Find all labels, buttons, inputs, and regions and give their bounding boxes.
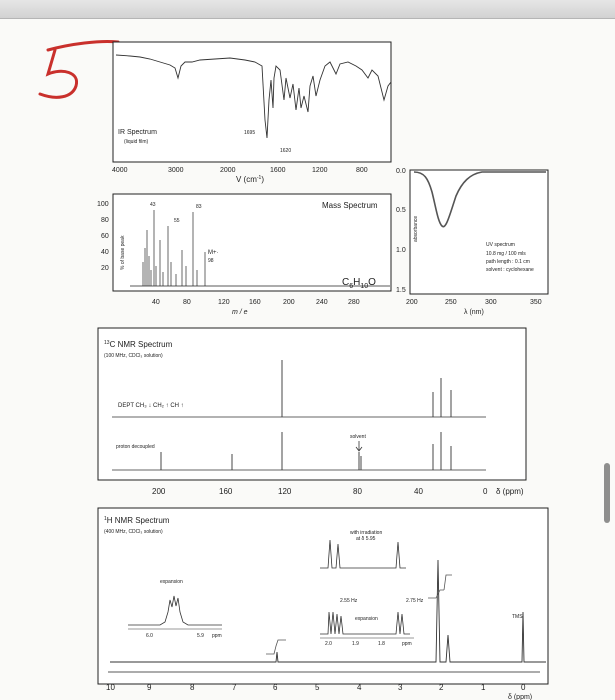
h1-x-tick: 7 (232, 683, 237, 692)
ir-x-label: V $(cm^{-1})$ (236, 175, 265, 184)
coupling-label-1: 2.55 Hz (340, 598, 358, 604)
irradiation-label-2: at δ 5.95 (356, 536, 376, 542)
ms-x-tick: 200 (283, 299, 295, 306)
h1-x-tick: 3 (398, 683, 403, 692)
h1-x-tick: 2 (439, 683, 444, 692)
h1-panel (98, 508, 548, 700)
mass-panel (97, 194, 391, 316)
h1-title: $^1$H NMR Spectrum (104, 516, 170, 525)
uv-x-tick: 200 (406, 299, 418, 306)
c13-x-tick: 80 (353, 487, 362, 496)
ms-y-tick: 20 (101, 265, 109, 272)
expansion-right-tick: 2.0 (325, 641, 332, 647)
expansion-right-label: expansion (355, 616, 378, 622)
irradiation-label-1: with irradiation (350, 530, 383, 536)
uv-panel (396, 168, 548, 316)
expansion-left-tick: 5.9 (197, 633, 204, 639)
ms-x-tick: 160 (249, 299, 261, 306)
c13-panel (98, 328, 526, 496)
uv-x-tick: 250 (445, 299, 457, 306)
expansion-right-tick: 1.8 (378, 641, 385, 647)
h1-x-tick: 4 (357, 683, 362, 692)
dept-label: DEPT CH₃ ↓ CH₂ ↑ CH ↑ (118, 403, 184, 409)
ir-x-tick: 4000 (112, 167, 128, 174)
h1-subtitle: (400 MHz, CDCl₃ solution) (104, 529, 163, 535)
uv-info-line: solvent : cyclohexane (486, 267, 534, 273)
ir-x-tick: 2000 (220, 167, 236, 174)
expansion-left-label: expansion (160, 579, 183, 585)
ir-panel (112, 42, 391, 184)
ms-molecular-ion: M+· (208, 250, 219, 256)
c13-x-tick: 160 (219, 487, 233, 496)
ir-subtitle: (liquid film) (124, 139, 149, 145)
c13-x-tick: 200 (152, 487, 166, 496)
ms-x-label: m / e (232, 309, 248, 316)
uv-y-tick: 1.5 (396, 287, 406, 294)
h1-x-tick: 9 (147, 683, 152, 692)
ms-x-tick: 240 (316, 299, 328, 306)
h1-x-label: δ (ppm) (508, 694, 533, 700)
uv-x-tick: 350 (530, 299, 542, 306)
c13-x-tick: 40 (414, 487, 423, 496)
uv-y-tick: 0.5 (396, 207, 406, 214)
ms-title: Mass Spectrum (322, 201, 378, 210)
coupling-label-2: 2.75 Hz (406, 598, 424, 604)
ir-title: IR Spectrum (118, 129, 157, 136)
ir-x-tick: 1600 (270, 167, 286, 174)
h1-x-tick: 10 (106, 683, 115, 692)
vertical-scrollbar[interactable] (604, 463, 610, 523)
proton-decoupled-label: proton decoupled (116, 444, 155, 450)
c13-subtitle: (100 MHz, CDCl₃ solution) (104, 353, 163, 359)
ms-peak-label-55: 55 (174, 218, 180, 224)
uv-y-tick: 0.0 (396, 168, 406, 175)
ir-x-tick: 3000 (168, 167, 184, 174)
ms-y-tick: 40 (101, 249, 109, 256)
uv-info-line: 10.8 mg / 100 mls (486, 251, 526, 257)
expansion-right-tick: 1.9 (352, 641, 359, 647)
h1-x-tick: 0 (521, 683, 526, 692)
ir-peak-label-1620: 1620 (280, 148, 292, 154)
c13-x-label: δ (ppm) (496, 487, 524, 496)
ir-x-tick: 1200 (312, 167, 328, 174)
uv-y-label: absorbance (413, 215, 419, 242)
h1-x-tick: 6 (273, 683, 278, 692)
tms-label: TMS (512, 614, 523, 620)
uv-info-line: UV spectrum (486, 242, 515, 248)
c13-title: $^{13}$C NMR Spectrum (104, 340, 173, 349)
ms-y-tick: 80 (101, 217, 109, 224)
ms-y-label: % of base peak (120, 235, 126, 270)
ms-x-tick: 80 (183, 299, 191, 306)
uv-info-line: path length : 0.1 cm (486, 259, 530, 265)
solvent-label: solvent (350, 434, 366, 440)
uv-y-tick: 1.0 (396, 247, 406, 254)
h1-x-tick: 1 (481, 683, 486, 692)
ir-x-tick: 800 (356, 167, 368, 174)
expansion-right-tick: ppm (402, 641, 412, 647)
h1-x-tick: 5 (315, 683, 320, 692)
molecular-formula: $C_6H_{10}O$ (342, 277, 376, 290)
uv-x-label: λ (nm) (464, 309, 484, 316)
expansion-left-tick: ppm (212, 633, 222, 639)
ms-molecular-ion-mz: 98 (208, 258, 214, 264)
ms-y-tick: 100 (97, 201, 109, 208)
uv-x-tick: 300 (485, 299, 497, 306)
handwritten-mark (40, 41, 118, 97)
ms-x-tick: 40 (152, 299, 160, 306)
h1-x-tick: 8 (190, 683, 195, 692)
ms-peak-label-43: 43 (150, 202, 156, 208)
ir-peak-label-1695: 1695 (244, 130, 256, 136)
ms-y-tick: 60 (101, 233, 109, 240)
ms-x-tick: 120 (218, 299, 230, 306)
ms-peak-label-83: 83 (196, 204, 202, 210)
expansion-left-tick: 6.0 (146, 633, 153, 639)
c13-x-tick: 0 (483, 487, 488, 496)
c13-x-tick: 120 (278, 487, 292, 496)
ms-x-tick: 280 (348, 299, 360, 306)
